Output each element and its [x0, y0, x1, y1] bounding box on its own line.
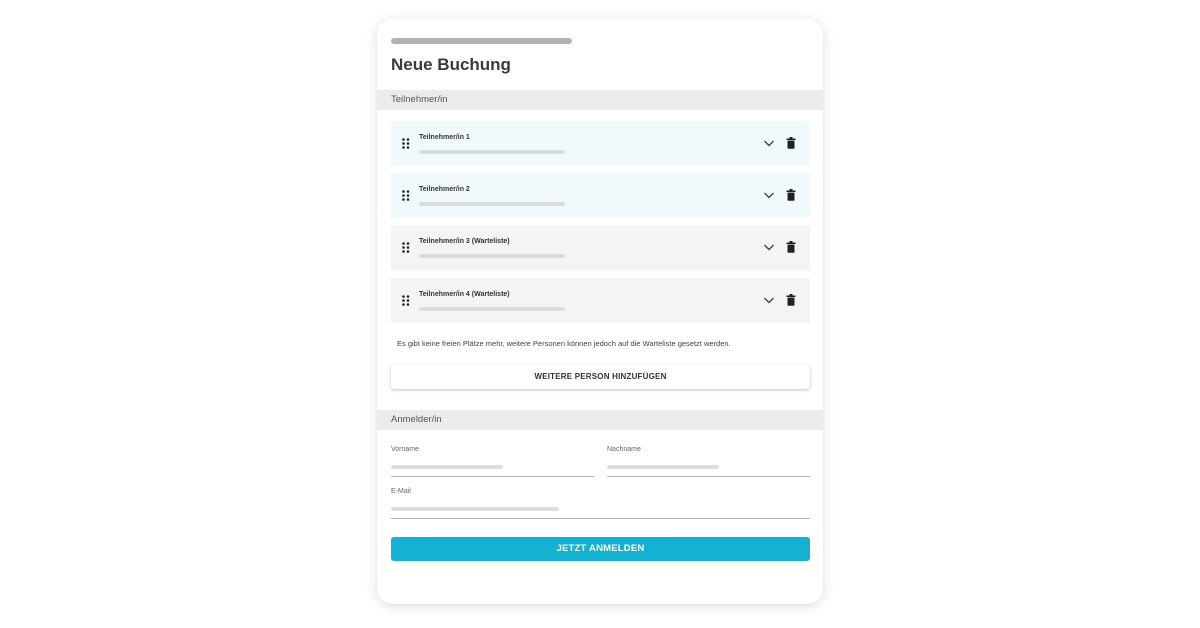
chevron-down-icon[interactable] [763, 138, 775, 148]
participant-skeleton-line [419, 254, 565, 258]
add-person-button[interactable]: WEITERE PERSON HINZUFÜGEN [391, 365, 810, 389]
last-name-label: Nachname [607, 446, 641, 453]
waitlist-notice: Es gibt keine freien Plätze mehr, weitere Personen können jedoch auf die Warteliste gesetzt werden. [397, 339, 731, 348]
email-label: E-Mail [391, 488, 411, 495]
participant-row-3[interactable] [391, 225, 810, 270]
last-name-input[interactable] [607, 465, 719, 469]
last-name-underline [607, 476, 810, 477]
first-name-input[interactable] [391, 465, 503, 469]
trash-icon[interactable] [786, 294, 796, 306]
chevron-down-icon[interactable] [763, 190, 775, 200]
participant-label: Teilnehmer/in 1 [419, 134, 470, 141]
participant-skeleton-line [419, 307, 565, 311]
registrant-section-header: Anmelder/in [377, 410, 823, 430]
trash-icon[interactable] [786, 189, 796, 201]
participant-label: Teilnehmer/in 2 [419, 186, 470, 193]
trash-icon[interactable] [786, 241, 796, 253]
participant-label: Teilnehmer/in 3 (Warteliste) [419, 238, 510, 245]
participants-section-header: Teilnehmer/in [377, 90, 823, 110]
drag-handle-icon[interactable] [402, 138, 410, 149]
drag-handle-icon[interactable] [402, 295, 410, 306]
first-name-underline [391, 476, 594, 477]
first-name-label: Vorname [391, 446, 420, 453]
email-underline [391, 518, 810, 519]
participant-row-4[interactable] [391, 278, 810, 323]
participant-row-1[interactable] [391, 121, 810, 166]
participant-label: Teilnehmer/in 4 (Warteliste) [419, 291, 510, 298]
submit-button[interactable]: JETZT ANMELDEN [391, 537, 810, 561]
chevron-down-icon[interactable] [763, 295, 775, 305]
participant-row-2[interactable] [391, 173, 810, 218]
page-title: Neue Buchung [391, 55, 511, 74]
participant-skeleton-line [419, 202, 565, 206]
booking-card [377, 19, 823, 604]
email-input[interactable] [391, 507, 559, 511]
drag-handle-icon[interactable] [402, 242, 410, 253]
participant-skeleton-line [419, 150, 565, 154]
skeleton-title-bar [391, 38, 572, 44]
trash-icon[interactable] [786, 137, 796, 149]
chevron-down-icon[interactable] [763, 242, 775, 252]
drag-handle-icon[interactable] [402, 190, 410, 201]
